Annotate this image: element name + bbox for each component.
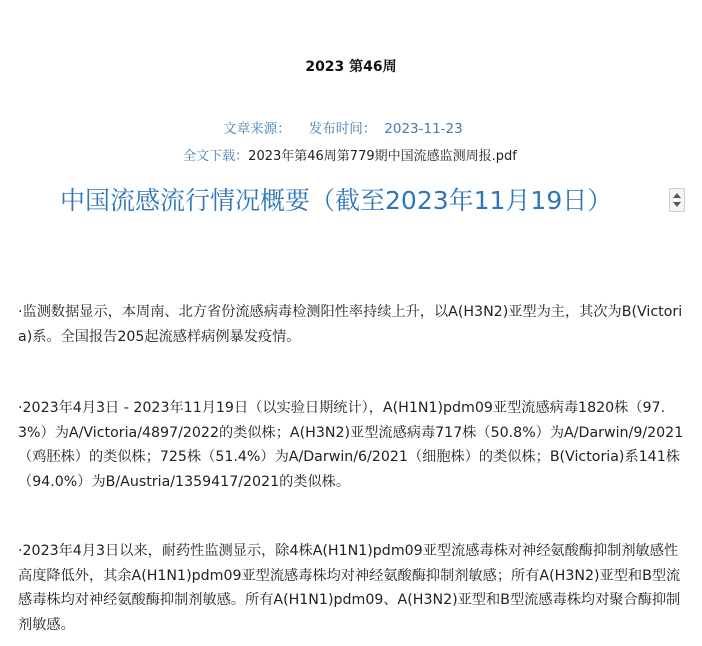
download-label: 全文下载： (183, 149, 249, 164)
scroll-up-icon[interactable] (673, 193, 681, 198)
paragraph-surveillance: ·监测数据显示，本周南、北方省份流感病毒检测阳性率持续上升，以A(H3N2)亚型为主，其次为B(Victoria)系。全国报告205起流感样病例暴发疫情。 (18, 304, 683, 345)
scroll-down-icon[interactable] (673, 202, 681, 207)
source-label: 文章来源： (223, 121, 291, 137)
summary-headline: 中国流感流行情况概要（截至2023年11月19日） (60, 186, 613, 215)
paragraph-resistance: ·2023年4月3日以来，耐药性监测显示，除4株A(H1N1)pdm09亚型流感毒株对神经氨酸酶抑制剂敏感性高度降低外，其余A(H1N1)pdm09亚型流感毒株均对神经氨酸酶抑制剂敏感；所有A(H3N2)亚型和B型流感毒株均对神经氨酸酶抑制剂敏感。所有A(H1N1)pdm09、A(H3N2)亚型和B型流感毒株均对聚合酶抑制剂敏感。 (18, 543, 681, 633)
download-row (0, 145, 700, 164)
paragraph-antigenic: ·2023年4月3日 - 2023年11月19日（以实验日期统计），A(H1N1)pdm09亚型流感病毒1820株（97.3%）为A/Victoria/4897/2022的类似株；A(H3N2)亚型流感病毒717株（50.8%）为A/Darwin/9/2021（鸡胚株）的类似株；725株（51.4%）为A/Darwin/6/2021（细胞株）的类似株；B(Victoria)系141株（94.0%）为B/Austria/1359417/2021的类似株。 (18, 400, 684, 490)
article-meta (0, 117, 686, 137)
download-file-link[interactable]: 2023年第46周第779期中国流感监测周报.pdf (248, 149, 517, 164)
scroll-spinner[interactable] (669, 188, 685, 212)
publish-date: 2023-11-23 (384, 121, 463, 137)
page-title: 2023 第46周 (305, 59, 397, 75)
publish-label: 发布时间： (308, 121, 377, 137)
